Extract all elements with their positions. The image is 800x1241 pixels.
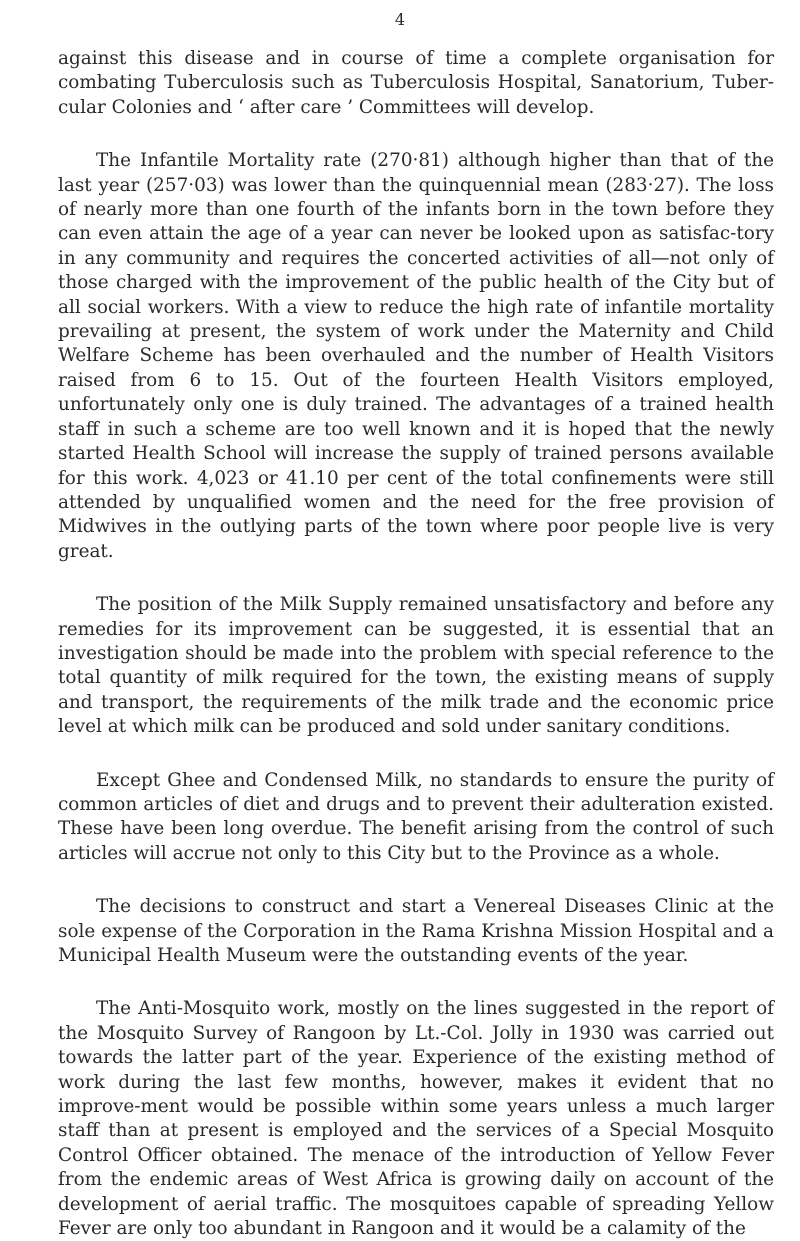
paragraph-tuberculosis: against this disease and in course of time a complete organisation for combating Tuberculosis such as Tuberculosis Hospital, Sanatorium, Tuber-cular Colonies and ‘ after care ’ Committees will develop.	[58, 48, 774, 118]
paragraph-infantile-mortality: The Infantile Mortality rate (270·81) although higher than that of the last year (257·03) was lower than the quinquennial mean (283·27). The loss of nearly more than one fourth of the infants born in the town before they can even attain the age of a year can never be looked upon as satisfac-tory in any community and requires the concerted activities of all—not only of those charged with the improvement of the public health of the City but of all social workers. With a view to reduce the high rate of infantile mortality prevailing at present, the system of work under the Maternity and Child Welfare Scheme has been overhauled and the number of Health Visitors raised from 6 to 15. Out of the fourteen Health Visitors employed, unfortunately only one is duly trained. The advantages of a trained health staff in such a scheme are too well known and it is hoped that the newly started Health School will increase the supply of trained persons available for this work. 4,023 or 41.10 per cent of the total confinements were still attended by unqualified women and the need for the free provision of Midwives in the outlying parts of the town where poor people live is very great.	[58, 150, 774, 562]
paragraph-venereal-clinic: The decisions to construct and start a Venereal Diseases Clinic at the sole expense of the Corporation in the Rama Krishna Mission Hospital and a Municipal Health Museum were the outstanding events of the year.	[58, 896, 774, 966]
paragraph-anti-mosquito: The Anti-Mosquito work, mostly on the lines suggested in the report of the Mosquito Survey of Rangoon by Lt.-Col. Jolly in 1930 was carried out towards the latter part of the year. Experience of the existing method of work during the last few months, however, makes it evident that no improve-ment would be possible within some years unless a much larger staff than at present is employed and the services of a Special Mosquito Control Officer obtained. The menace of the introduction of Yellow Fever from the endemic areas of West Africa is growing daily on account of the development of aerial traffic. The mosquitoes capable of spreading Yellow Fever are only too abundant in Rangoon and it would be a calamity of the	[58, 998, 774, 1240]
paragraph-food-standards: Except Ghee and Condensed Milk, no standards to ensure the purity of common articles of diet and drugs and to prevent their adulteration existed. These have been long overdue. The benefit arising from the control of such articles will accrue not only to this City but to the Province as a whole.	[58, 769, 774, 864]
page-number: 4	[394, 10, 406, 29]
paragraph-milk-supply: The position of the Milk Supply remained unsatisfactory and before any remedies for its improvement can be suggested, it is essential that an investigation should be made into the problem with special reference to the total quantity of milk required for the town, the existing means of supply and transport, the requirements of the milk trade and the economic price level at which milk can be produced and sold under sanitary conditions.	[58, 594, 774, 738]
report-body	[58, 47, 774, 1241]
